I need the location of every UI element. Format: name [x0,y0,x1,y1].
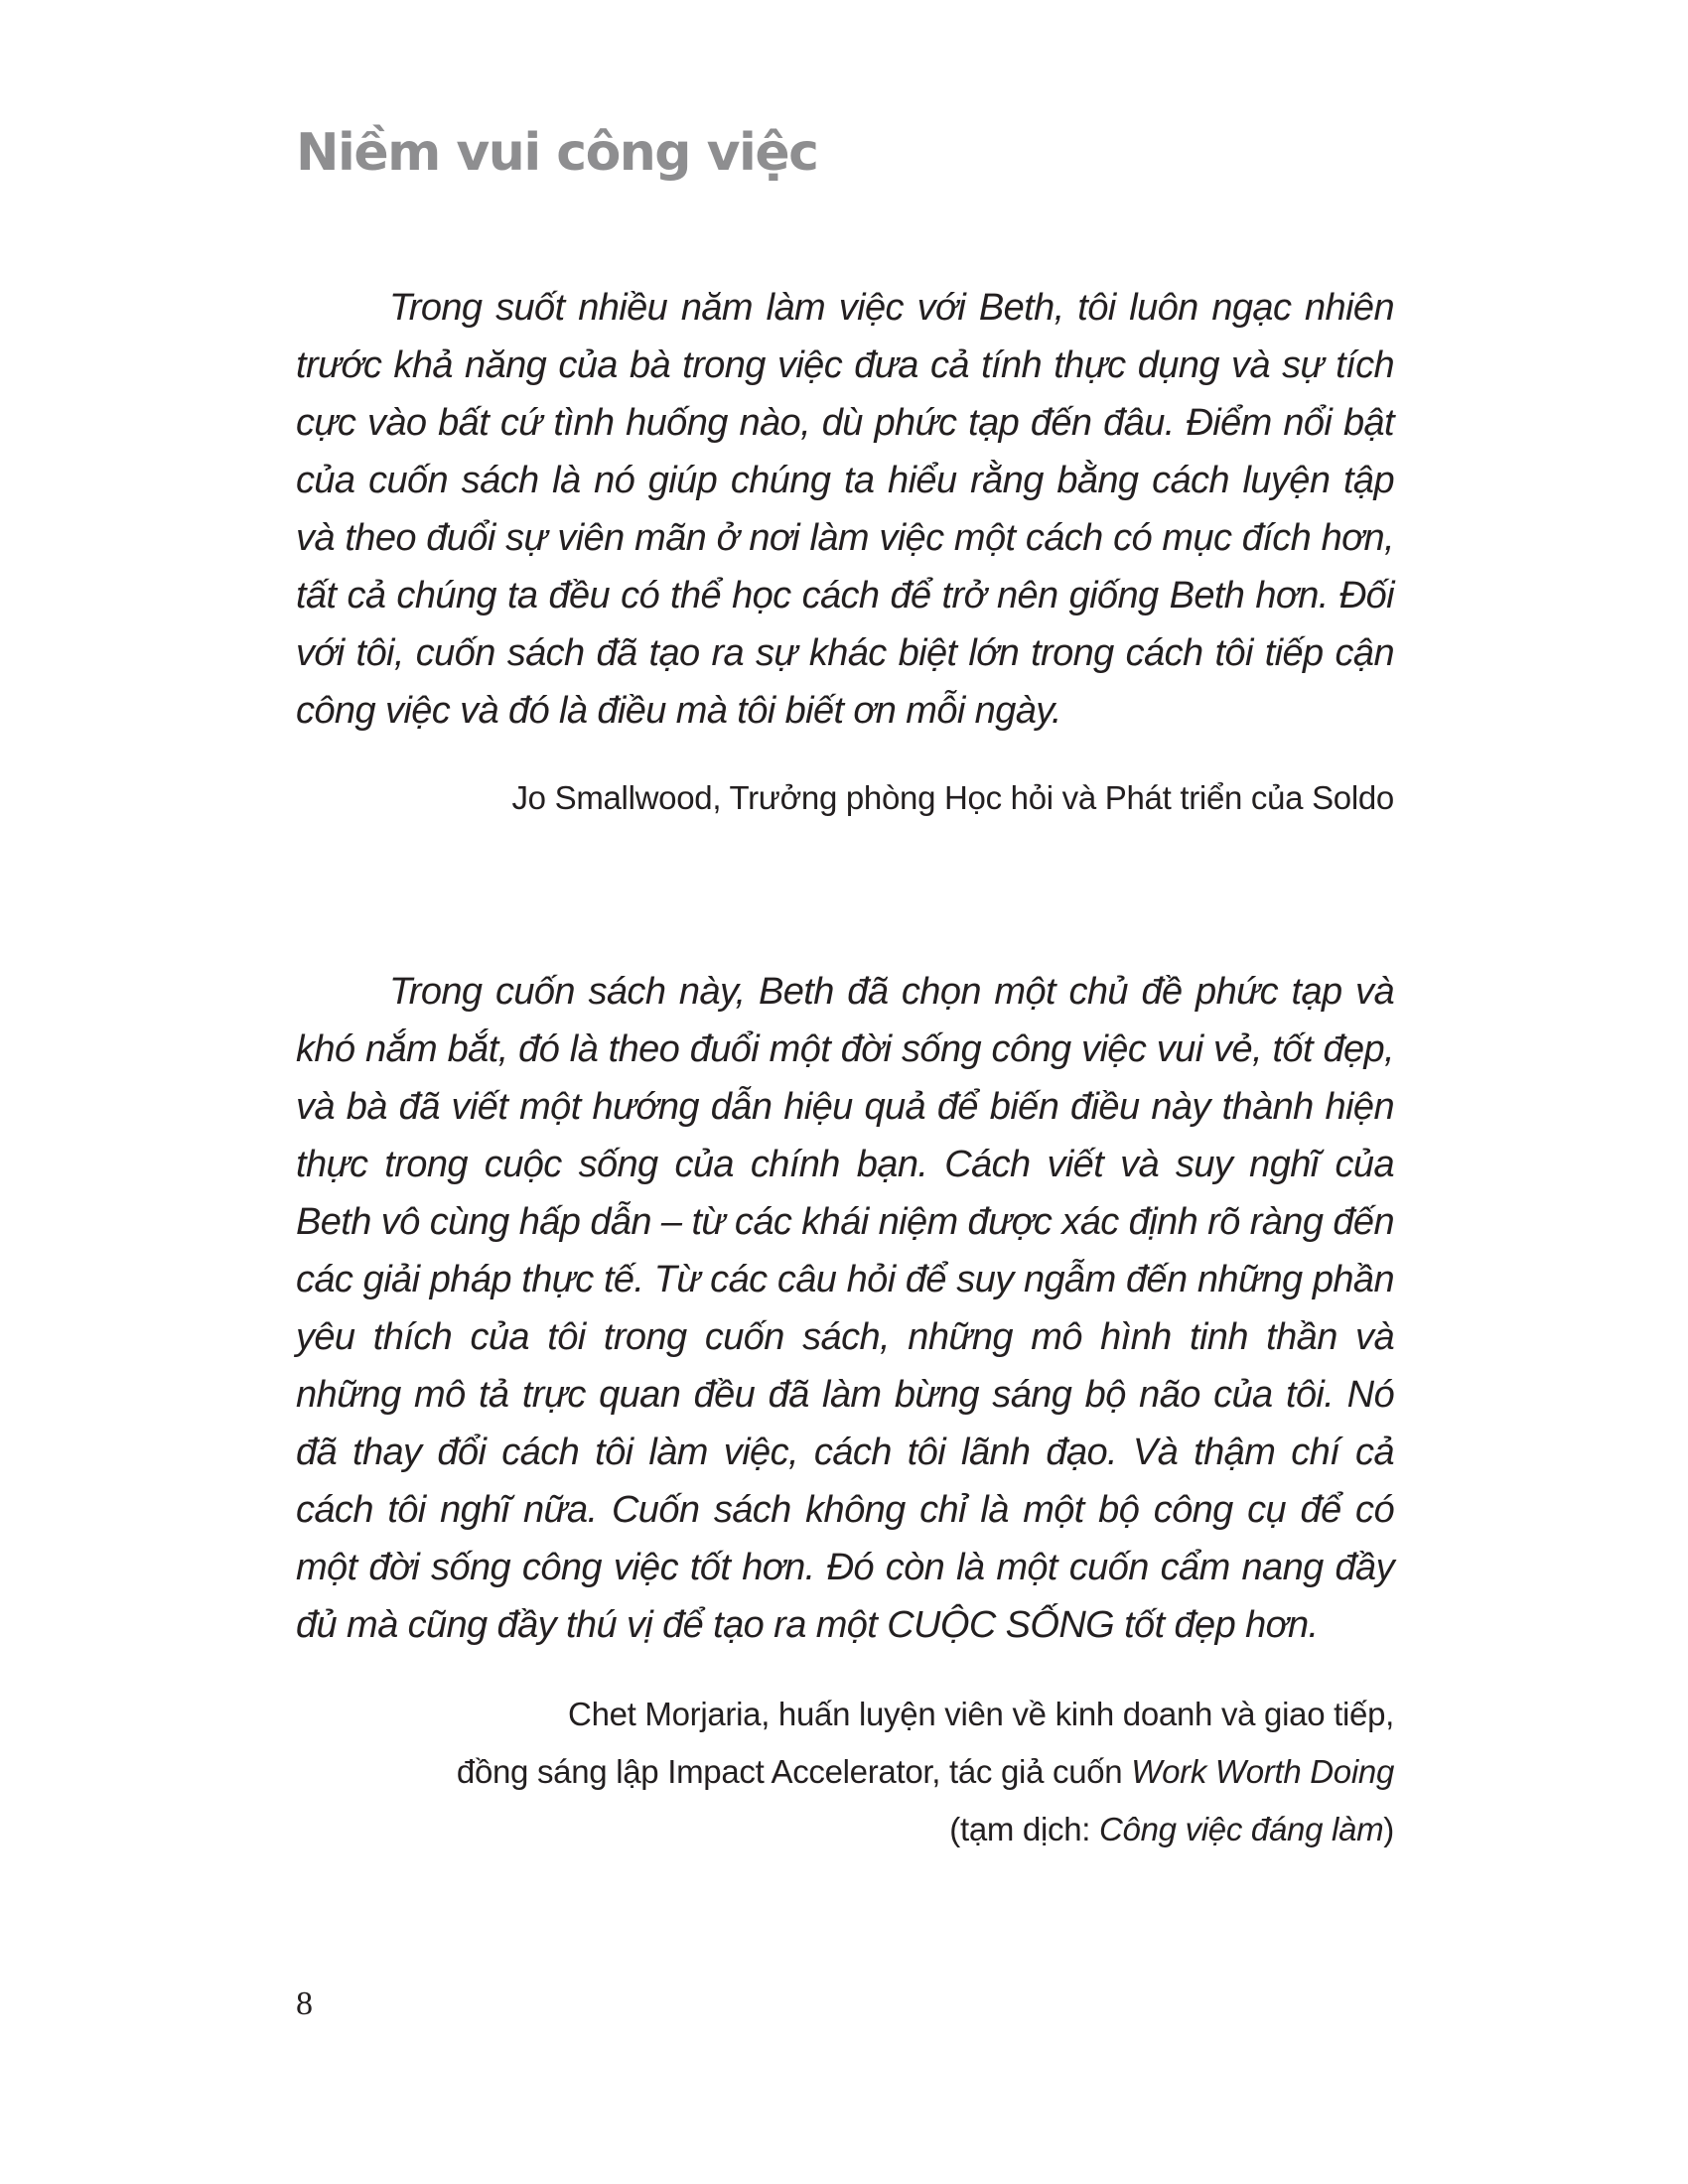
quote-text: Trong suốt nhiều năm làm việc với Beth, tôi luôn ngạc nhiên trước khả năng của bà trong việc đưa cả tính thực dụng và sự tích cực vào bất cứ tình huống nào, dù phức tạp đến đâu. Điểm nổi bật của cuốn sách là nó giúp chúng ta hiểu rằng bằng cách luyện tập và theo đuổi sự viên mãn ở nơi làm việc một cách có mục đích hơn, tất cả chúng ta đều có thể học cách để trở nên giống Beth hơn. Đối với tôi, cuốn sách đã tạo ra sự khác biệt lớn trong cách tôi tiếp cận công việc và đó là điều mà tôi biết ơn mỗi ngày. [296,287,1394,732]
endorsement-quote-2 [296,963,1394,1858]
translated-book-title: Công việc đáng làm [1099,1811,1384,1847]
attribution-line: Jo Smallwood, Trưởng phòng Học hỏi và Phát triển của Soldo [511,779,1394,816]
attribution-line [296,1743,1394,1801]
quote-attribution [296,1686,1394,1858]
attribution-text: ) [1383,1811,1394,1847]
endorsement-quote-1 [296,279,1394,827]
attribution-line: Chet Morjaria, huấn luyện viên về kinh doanh và giao tiếp, [568,1696,1394,1732]
page-title: Niềm vui công việc [296,123,818,183]
book-title: Work Worth Doing [1131,1753,1394,1790]
attribution-text: đồng sáng lập Impact Accelerator, tác giả cuốn [456,1753,1132,1790]
attribution-line [296,1801,1394,1858]
attribution-text: (tạm dịch: [949,1811,1100,1847]
quote-attribution [296,769,1394,827]
page-number: 8 [296,1985,313,2022]
quote-text: Trong cuốn sách này, Beth đã chọn một chủ đề phức tạp và khó nắm bắt, đó là theo đuổi một đời sống công việc vui vẻ, tốt đẹp, và bà đã viết một hướng dẫn hiệu quả để biến điều này thành hiện thực trong cuộc sống của chính bạn. Cách viết và suy nghĩ của Beth vô cùng hấp dẫn – từ các khái niệm được xác định rõ ràng đến các giải pháp thực tế. Từ các câu hỏi để suy ngẫm đến những phần yêu thích của tôi trong cuốn sách, những mô hình tinh thần và những mô tả trực quan đều đã làm bừng sáng bộ não của tôi. Nó đã thay đổi cách tôi làm việc, cách tôi lãnh đạo. Và thậm chí cả cách tôi nghĩ nữa. Cuốn sách không chỉ là một bộ công cụ để có một đời sống công việc tốt hơn. Đó còn là một cuốn cẩm nang đầy đủ mà cũng đầy thú vị để tạo ra một CUỘC SỐNG tốt đẹp hơn. [296,971,1394,1646]
